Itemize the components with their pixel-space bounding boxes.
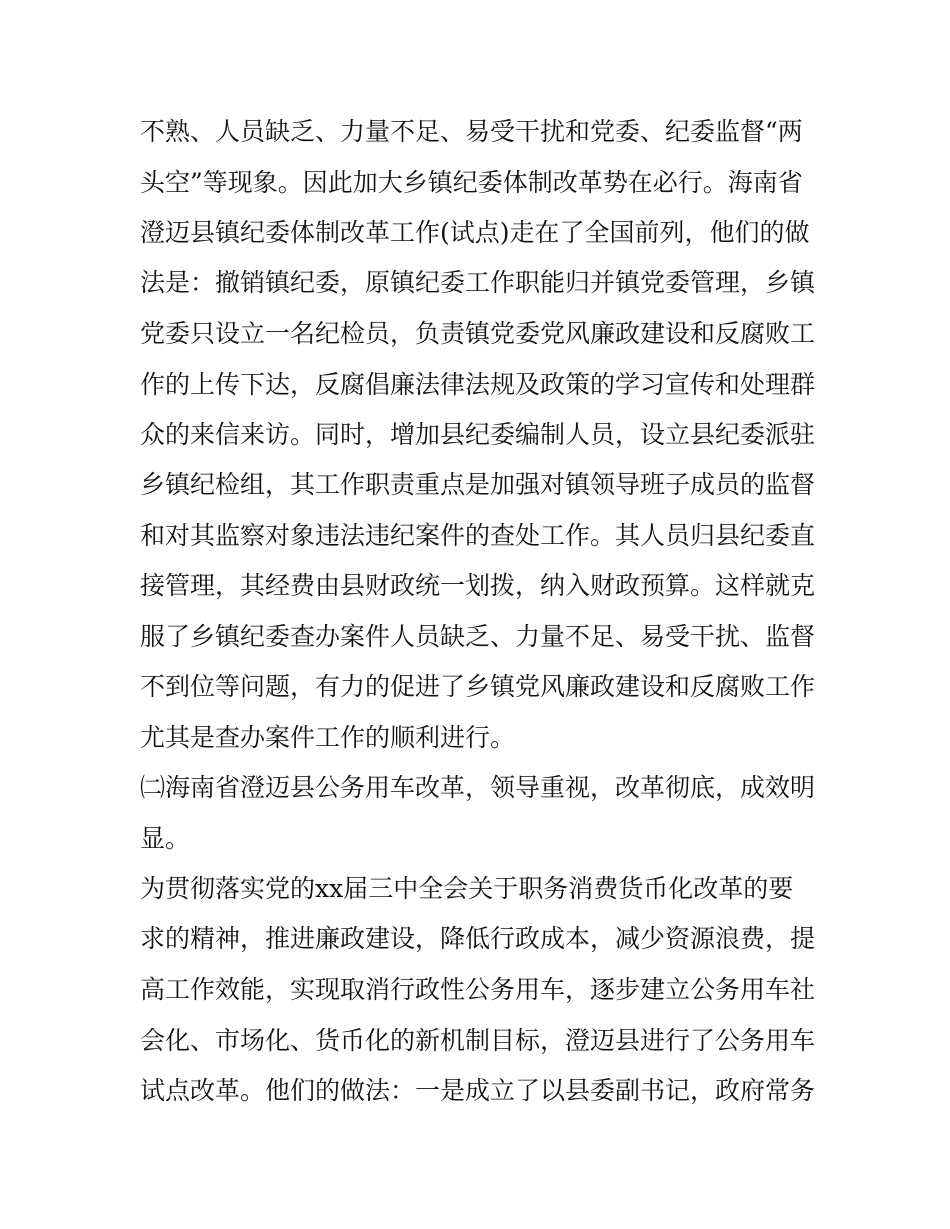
text-line: 头空”等现象。因此加大乡镇纪委体制改革势在必行。海南省 — [140, 168, 803, 197]
text-line: 不到位等问题，有力的促进了乡镇党风廉政建设和反腐败工作 — [140, 672, 816, 701]
text-line: 法是：撤销镇纪委，原镇纪委工作职能归并镇党委管理，乡镇 — [140, 268, 816, 297]
text-line: 接管理，其经费由县财政统一划拨，纳入财政预算。这样就克 — [140, 571, 816, 600]
text-line: 不熟、人员缺乏、力量不足、易受干扰和党委、纪委监督“两 — [140, 117, 803, 146]
section-heading-line: ㈡海南省澄迈县公务用车改革，领导重视，改革彻底，成效明 — [140, 773, 816, 802]
text-line: 试点改革。他们的做法：一是成立了以县委副书记，政府常务 — [140, 1076, 816, 1105]
text-line: 和对其监察对象违法违纪案件的查处工作。其人员归县纪委直 — [140, 521, 816, 550]
text-line: 高工作效能，实现取消行政性公务用车，逐步建立公务用车社 — [140, 975, 816, 1004]
text-line: 澄迈县镇纪委体制改革工作(试点)走在了全国前列，他们的做 — [140, 218, 810, 247]
text-line: 求的精神，推进廉政建设，降低行政成本，减少资源浪费，提 — [140, 924, 816, 953]
text-line: 为贯彻落实党的xx届三中全会关于职务消费货币化改革的要 — [140, 874, 794, 903]
text-line: 尤其是查办案件工作的顺利进行。 — [140, 723, 516, 752]
text-line: 作的上传下达，反腐倡廉法律法规及政策的学习宣传和处理群 — [140, 370, 816, 399]
text-line: 会化、市场化、货币化的新机制目标，澄迈县进行了公务用车 — [140, 1026, 816, 1055]
text-line: 众的来信来访。同时，增加县纪委编制人员，设立县纪委派驻 — [140, 420, 816, 449]
section-heading-line: 显。 — [140, 824, 191, 853]
text-line: 党委只设立一名纪检员，负责镇党委党风廉政建设和反腐败工 — [140, 319, 816, 348]
text-line: 乡镇纪检组，其工作职责重点是加强对镇领导班子成员的监督 — [140, 470, 816, 499]
text-line: 服了乡镇纪委查办案件人员缺乏、力量不足、易受干扰、监督 — [140, 622, 816, 651]
